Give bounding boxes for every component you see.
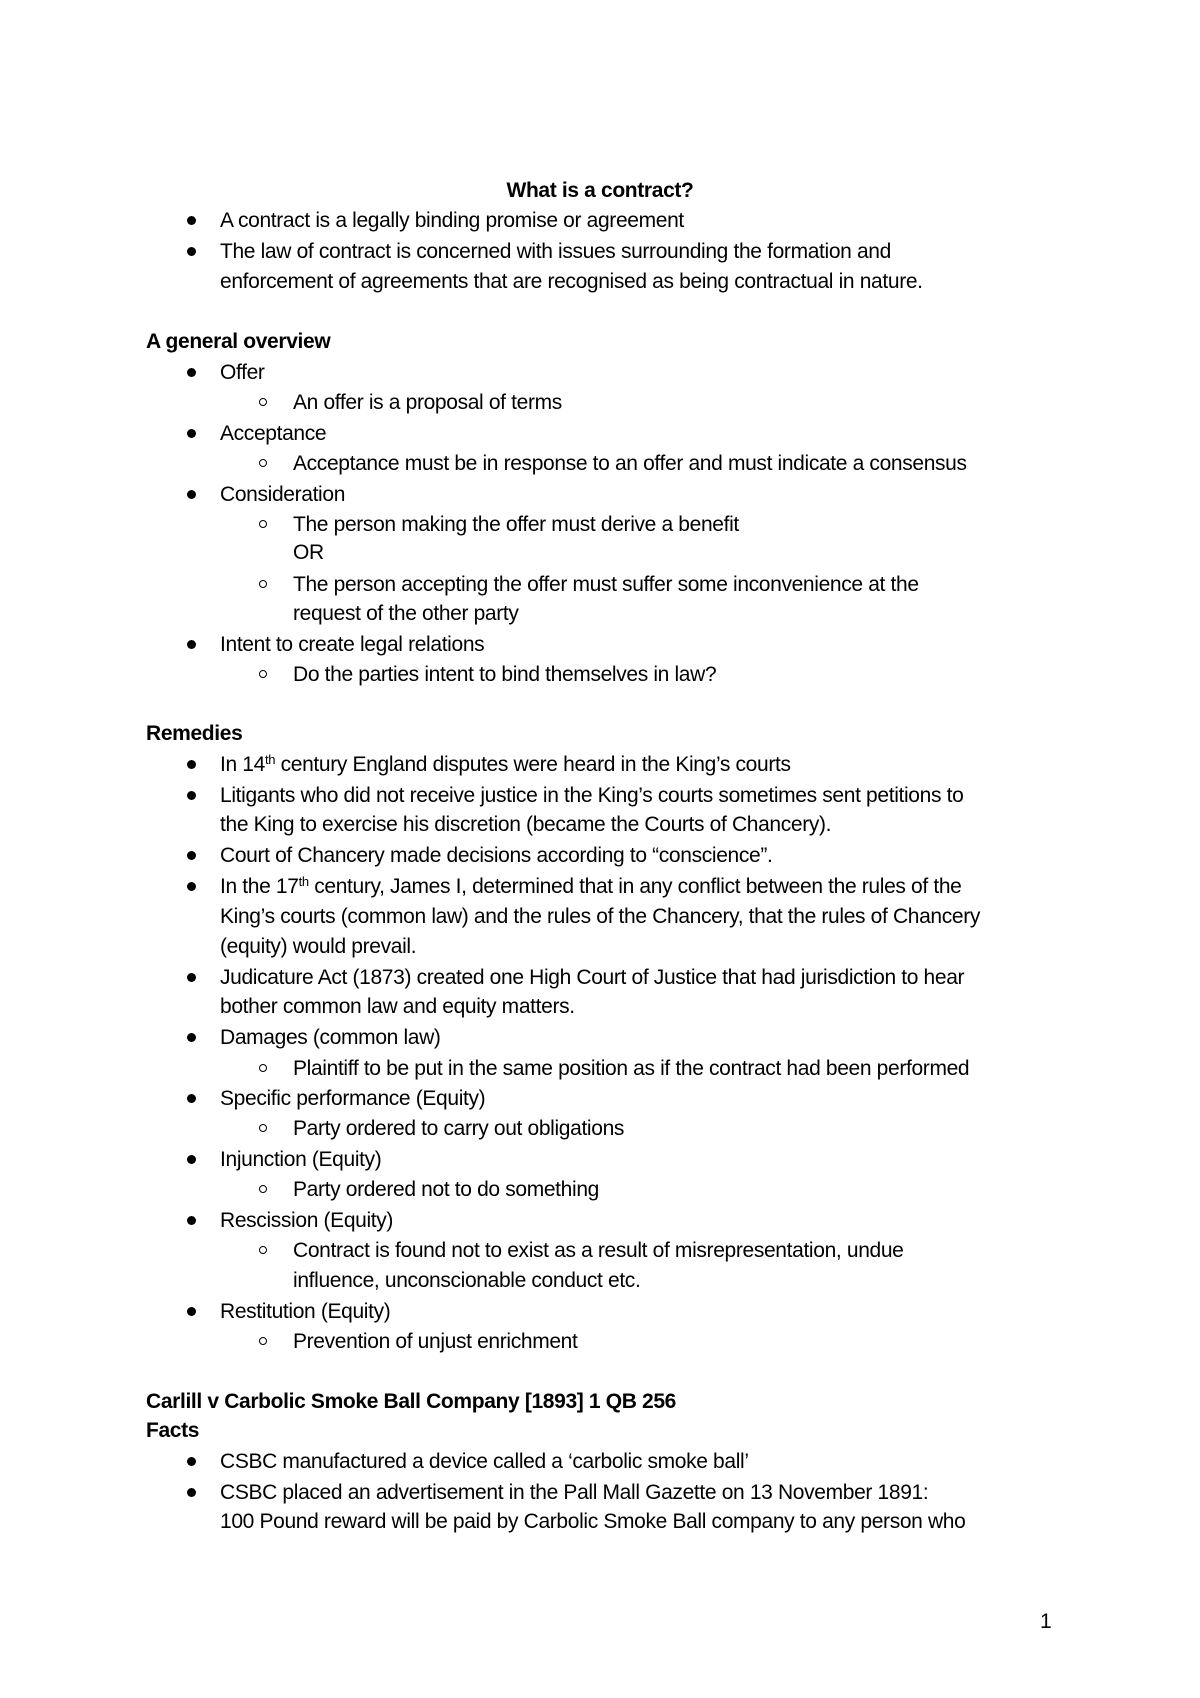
bullet-icon [187,368,196,377]
circle-bullet-icon [259,1185,267,1193]
case-heading: Carlill v Carbolic Smoke Ball Company [1893] 1 QB 256 [146,1390,676,1413]
remedies-restitution-sub: Prevention of unjust enrichment [293,1330,578,1353]
remedies-injunction-sub: Party ordered not to do something [293,1178,599,1201]
bullet-icon [187,640,196,649]
remedies-item-4-cont2: (equity) would prevail. [220,935,417,958]
overview-consideration: Consideration [220,483,346,506]
case-fact-2: CSBC placed an advertisement in the Pall Mall Gazette on 13 November 1891: [220,1481,929,1504]
bullet-icon [187,1457,196,1466]
bullet-icon [187,882,196,891]
circle-bullet-icon [259,1246,267,1254]
bullet-icon [187,1155,196,1164]
case-fact-2-cont: 100 Pound reward will be paid by Carbolic Smoke Ball company to any person who [220,1510,966,1533]
intro-line-2: The law of contract is concerned with issues surrounding the formation and [220,240,891,263]
overview-offer: Offer [220,361,265,384]
remedies-item-1: In 14th century England disputes were heard in the King’s courts [220,752,791,776]
overview-consideration-sub1: The person making the offer must derive a benefit [293,513,739,536]
remedies-rescission: Rescission (Equity) [220,1209,394,1232]
overview-consideration-sub2: The person accepting the offer must suffer some inconvenience at the [293,573,919,596]
bullet-icon [187,791,196,800]
bullet-icon [187,1216,196,1225]
remedies-heading: Remedies [146,722,243,745]
overview-intent-sub: Do the parties intent to bind themselves in law? [293,663,717,686]
page-number: 1 [1040,1610,1052,1633]
bullet-icon [187,490,196,499]
overview-acceptance-sub: Acceptance must be in response to an offer and must indicate a consensus [293,452,967,475]
remedies-rescission-sub-cont: influence, unconscionable conduct etc. [293,1269,641,1292]
bullet-icon [187,851,196,860]
overview-acceptance: Acceptance [220,422,327,445]
remedies-item-5-cont: bother common law and equity matters. [220,995,575,1018]
intro-line-1: A contract is a legally binding promise or agreement [220,209,684,232]
remedies-item-4: In the 17th century, James I, determined that in any conflict between the rules of the [220,874,962,898]
bullet-icon [187,429,196,438]
overview-or: OR [293,541,324,564]
overview-heading: A general overview [146,330,331,353]
circle-bullet-icon [259,520,267,528]
remedies-specific-sub: Party ordered to carry out obligations [293,1117,625,1140]
overview-consideration-sub2-cont: request of the other party [293,602,519,625]
bullet-icon [187,760,196,769]
case-fact-1: CSBC manufactured a device called a ‘carbolic smoke ball’ [220,1450,749,1473]
circle-bullet-icon [259,1064,267,1072]
case-facts-heading: Facts [146,1419,200,1442]
remedies-specific: Specific performance (Equity) [220,1087,486,1110]
remedies-damages: Damages (common law) [220,1026,441,1049]
remedies-item-4-cont: King’s courts (common law) and the rules of the Chancery, that the rules of Chancery [220,905,981,928]
bullet-icon [187,1094,196,1103]
circle-bullet-icon [259,1337,267,1345]
circle-bullet-icon [259,1124,267,1132]
bullet-icon [187,1307,196,1316]
bullet-icon [187,1488,196,1497]
bullet-icon [187,247,196,256]
circle-bullet-icon [259,398,267,406]
bullet-icon [187,216,196,225]
remedies-item-5: Judicature Act (1873) created one High Court of Justice that had jurisdiction to hear [220,966,965,989]
bullet-icon [187,1033,196,1042]
intro-line-3: enforcement of agreements that are recognised as being contractual in nature. [220,270,923,293]
remedies-injunction: Injunction (Equity) [220,1148,382,1171]
overview-intent: Intent to create legal relations [220,633,485,656]
overview-offer-sub: An offer is a proposal of terms [293,391,562,414]
circle-bullet-icon [259,670,267,678]
remedies-item-2: Litigants who did not receive justice in the King’s courts sometimes sent petitions to [220,784,964,807]
remedies-restitution: Restitution (Equity) [220,1300,391,1323]
remedies-item-2-cont: the King to exercise his discretion (became the Courts of Chancery). [220,813,832,836]
page-title: What is a contract? [506,179,694,202]
remedies-item-3: Court of Chancery made decisions according to “conscience”. [220,844,773,867]
circle-bullet-icon [259,459,267,467]
bullet-icon [187,973,196,982]
remedies-rescission-sub: Contract is found not to exist as a result of misrepresentation, undue [293,1239,904,1262]
circle-bullet-icon [259,580,267,588]
remedies-damages-sub: Plaintiff to be put in the same position as if the contract had been performed [293,1057,970,1080]
